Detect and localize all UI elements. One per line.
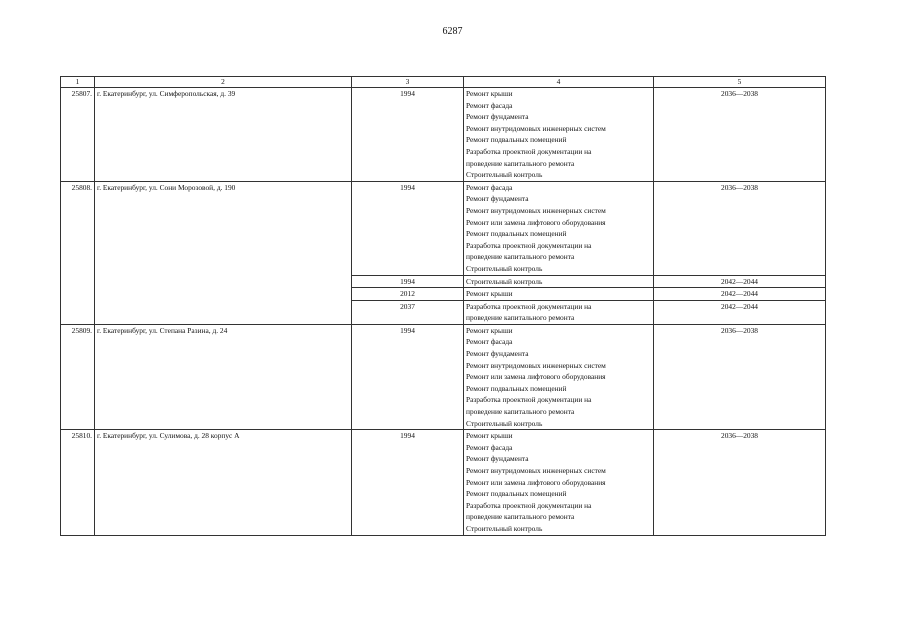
work-item: Ремонт фундамента bbox=[466, 112, 529, 122]
address-cell: г. Екатеринбург, ул. Сулимова, д. 28 корпус А bbox=[95, 430, 352, 535]
work-item: Разработка проектной документации на bbox=[466, 500, 592, 510]
period-cell: 2036—2038 bbox=[654, 88, 826, 182]
work-item: проведение капитального ремонта bbox=[466, 512, 575, 522]
period-cell: 2036—2038 bbox=[654, 181, 826, 275]
work-item: Ремонт фасада bbox=[466, 442, 513, 452]
year-cell: 1994 bbox=[352, 88, 464, 182]
work-item: проведение капитального ремонта bbox=[466, 158, 575, 168]
work-item: Ремонт или замена лифтового оборудования bbox=[466, 217, 606, 227]
work-item: Строительный контроль bbox=[466, 263, 543, 273]
work-item: Ремонт подвальных помещений bbox=[466, 135, 567, 145]
column-header: 1 bbox=[61, 77, 95, 88]
work-item: Ремонт фундамента bbox=[466, 194, 529, 204]
table-row bbox=[61, 88, 826, 182]
table-header-row bbox=[61, 77, 826, 88]
address-cell: г. Екатеринбург, ул. Симферопольская, д. 39 bbox=[95, 88, 352, 182]
work-item: Ремонт подвальных помещений bbox=[466, 383, 567, 393]
work-item: Ремонт фундамента bbox=[466, 454, 529, 464]
year-cell: 2037 bbox=[352, 300, 464, 324]
year-cell: 1994 bbox=[352, 181, 464, 275]
work-item: Разработка проектной документации на bbox=[466, 146, 592, 156]
year-cell: 1994 bbox=[352, 324, 464, 429]
works-cell bbox=[464, 181, 654, 275]
work-item: Ремонт крыши bbox=[466, 431, 513, 441]
work-item: Разработка проектной документации на bbox=[466, 301, 592, 311]
column-header: 2 bbox=[95, 77, 352, 88]
works-cell bbox=[464, 275, 654, 288]
table-row bbox=[61, 324, 826, 429]
work-item: Ремонт внутридомовых инженерных систем bbox=[466, 360, 606, 370]
work-item: Разработка проектной документации на bbox=[466, 395, 592, 405]
work-item: проведение капитального ремонта bbox=[466, 407, 575, 417]
work-item: Ремонт крыши bbox=[466, 89, 513, 98]
address-cell: г. Екатеринбург, ул. Сони Морозовой, д. 190 bbox=[95, 181, 352, 324]
work-item: Строительный контроль bbox=[466, 523, 543, 533]
work-item: проведение капитального ремонта bbox=[466, 313, 575, 323]
works-cell bbox=[464, 88, 654, 182]
work-item: Ремонт крыши bbox=[466, 289, 513, 299]
work-item: Ремонт или замена лифтового оборудования bbox=[466, 372, 606, 382]
work-item: Ремонт или замена лифтового оборудования bbox=[466, 477, 606, 487]
work-item: Ремонт подвальных помещений bbox=[466, 489, 567, 499]
registry-body bbox=[61, 88, 826, 536]
work-item: Ремонт фасада bbox=[466, 100, 513, 110]
period-cell: 2042—2044 bbox=[654, 300, 826, 324]
work-item: Строительный контроль bbox=[466, 276, 543, 286]
registry-table bbox=[60, 76, 826, 536]
column-header: 3 bbox=[352, 77, 464, 88]
row-number-cell: 25809. bbox=[61, 324, 95, 429]
period-cell: 2042—2044 bbox=[654, 288, 826, 301]
work-item: Ремонт внутридомовых инженерных систем bbox=[466, 205, 606, 215]
work-item: Ремонт внутридомовых инженерных систем bbox=[466, 466, 606, 475]
row-number-cell: 25807. bbox=[61, 88, 95, 182]
year-cell: 1994 bbox=[352, 275, 464, 288]
year-cell: 1994 bbox=[352, 430, 464, 535]
work-item: Ремонт фасада bbox=[466, 337, 513, 347]
address-cell: г. Екатеринбург, ул. Степана Разина, д. 24 bbox=[95, 324, 352, 429]
works-cell bbox=[464, 288, 654, 301]
column-header: 4 bbox=[464, 77, 654, 88]
row-number-cell: 25808. bbox=[61, 181, 95, 324]
work-item: Строительный контроль bbox=[466, 418, 543, 428]
column-header: 5 bbox=[654, 77, 826, 88]
work-item: Разработка проектной документации на bbox=[466, 240, 592, 250]
works-cell bbox=[464, 430, 654, 535]
work-item: Ремонт подвальных помещений bbox=[466, 229, 567, 239]
work-item: Строительный контроль bbox=[466, 170, 543, 180]
year-cell: 2012 bbox=[352, 288, 464, 301]
work-item: Ремонт фундамента bbox=[466, 349, 529, 359]
work-item: Ремонт крыши bbox=[466, 325, 513, 335]
page-number: 6287 bbox=[442, 26, 463, 37]
period-cell: 2042—2044 bbox=[654, 275, 826, 288]
table-row bbox=[61, 430, 826, 535]
table-row bbox=[61, 181, 826, 275]
row-number-cell: 25810. bbox=[61, 430, 95, 535]
work-item: Ремонт фасада bbox=[466, 182, 513, 192]
work-item: Ремонт внутридомовых инженерных систем bbox=[466, 123, 606, 133]
work-item: проведение капитального ремонта bbox=[466, 252, 575, 262]
period-cell: 2036—2038 bbox=[654, 430, 826, 535]
period-cell: 2036—2038 bbox=[654, 324, 826, 429]
works-cell bbox=[464, 300, 654, 324]
works-cell bbox=[464, 324, 654, 429]
